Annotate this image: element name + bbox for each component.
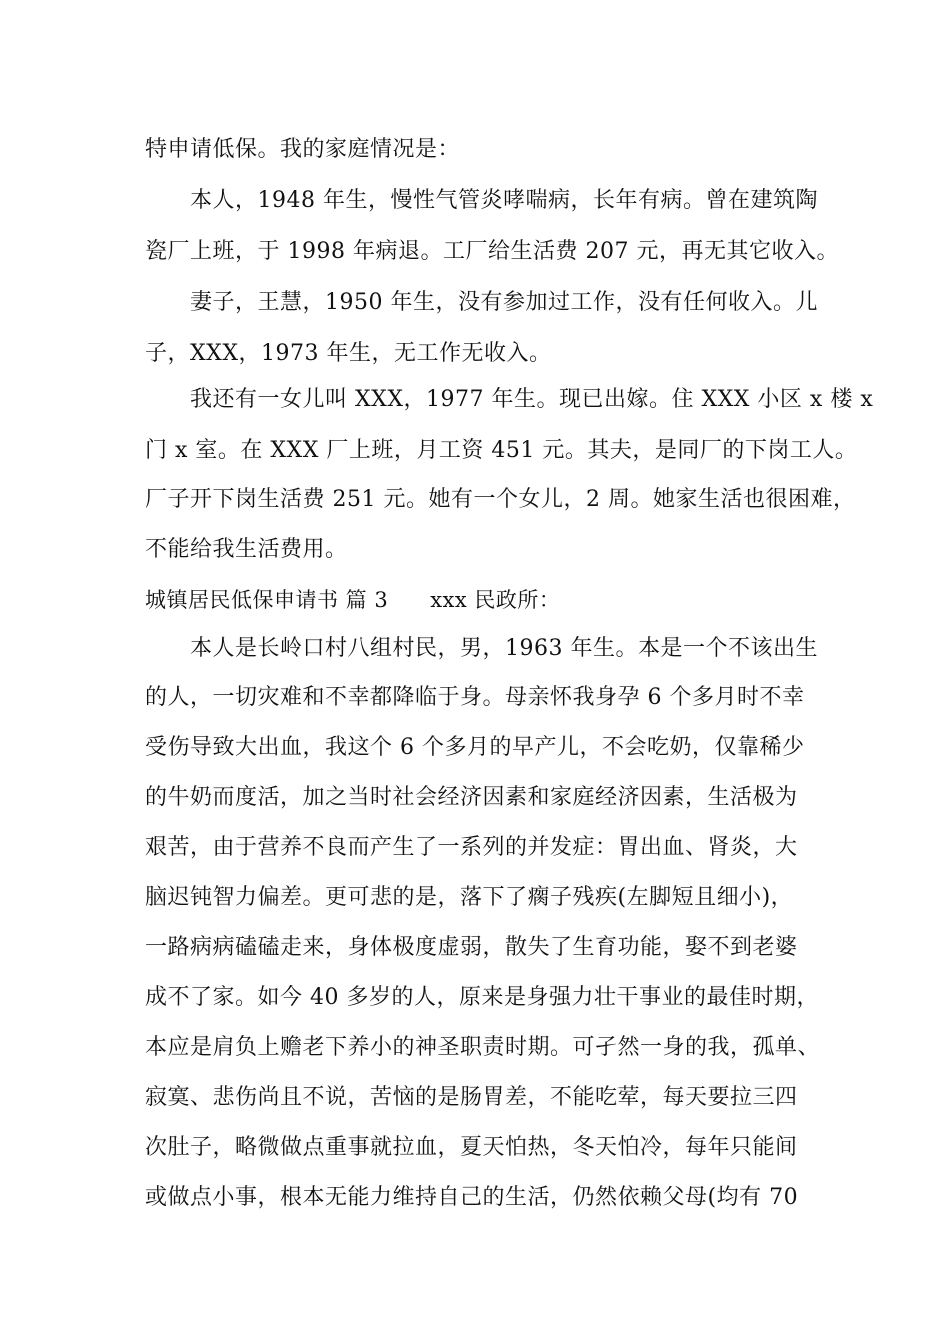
text-line: 次肚子，略微做点重事就拉血，夏天怕热，冬天怕冷，每年只能间	[145, 1135, 798, 1160]
text-line: 的人，一切灾难和不幸都降临于身。母亲怀我身孕 6 个多月时不幸	[145, 685, 805, 710]
section-title: 城镇居民低保申请书 篇 3	[145, 588, 389, 612]
text-line: 本应是肩负上赡老下养小的神圣职责时期。可孑然一身的我，孤单、	[145, 1035, 821, 1060]
text-line: 厂子开下岗生活费 251 元。她有一个女儿，2 周。她家生活也很困难，	[145, 487, 856, 512]
text-line: 艰苦，由于营养不良而产生了一系列的并发症：胃出血、肾炎，大	[145, 835, 798, 860]
text-line: 不能给我生活费用。	[145, 537, 348, 562]
text-line: 或做点小事，根本无能力维持自己的生活，仍然依赖父母(均有 70	[145, 1185, 799, 1210]
text-line: 的牛奶而度活，加之当时社会经济因素和家庭经济因素，生活极为	[145, 785, 798, 810]
text-line: 受伤导致大出血，我这个 6 个多月的早产儿，不会吃奶，仅靠稀少	[145, 735, 805, 760]
text-line: 成不了家。如今 40 多岁的人，原来是身强力壮干事业的最佳时期，	[145, 985, 819, 1010]
salutation: xxx 民政所：	[430, 588, 561, 612]
text-line: 子，XXX，1973 年生，无工作无收入。	[145, 341, 552, 366]
text-line: 我还有一女儿叫 XXX，1977 年生。现已出嫁。住 XXX 小区 x 楼 x	[190, 387, 874, 412]
text-line: 妻子，王慧，1950 年生，没有参加过工作，没有任何收入。儿	[190, 290, 818, 315]
text-line: 门 x 室。在 XXX 厂上班，月工资 451 元。其夫，是同厂的下岗工人。	[145, 438, 858, 463]
text-line: 本人是长岭口村八组村民，男，1963 年生。本是一个不该出生	[190, 636, 818, 661]
text-line: 一路病病磕磕走来，身体极度虚弱，散失了生育功能，娶不到老婆	[145, 935, 798, 960]
text-line: 寂寞、悲伤尚且不说，苦恼的是肠胃差，不能吃荤，每天要拉三四	[145, 1085, 798, 1110]
section-heading	[145, 585, 560, 615]
text-line: 本人，1948 年生，慢性气管炎哮喘病，长年有病。曾在建筑陶	[190, 188, 818, 213]
text-line: 特申请低保。我的家庭情况是：	[145, 137, 461, 162]
text-line: 瓷厂上班，于 1998 年病退。工厂给生活费 207 元，再无其它收入。	[145, 239, 839, 264]
text-line: 脑迟钝智力偏差。更可悲的是，落下了瘸子残疾(左脚短且细小)，	[145, 885, 794, 910]
